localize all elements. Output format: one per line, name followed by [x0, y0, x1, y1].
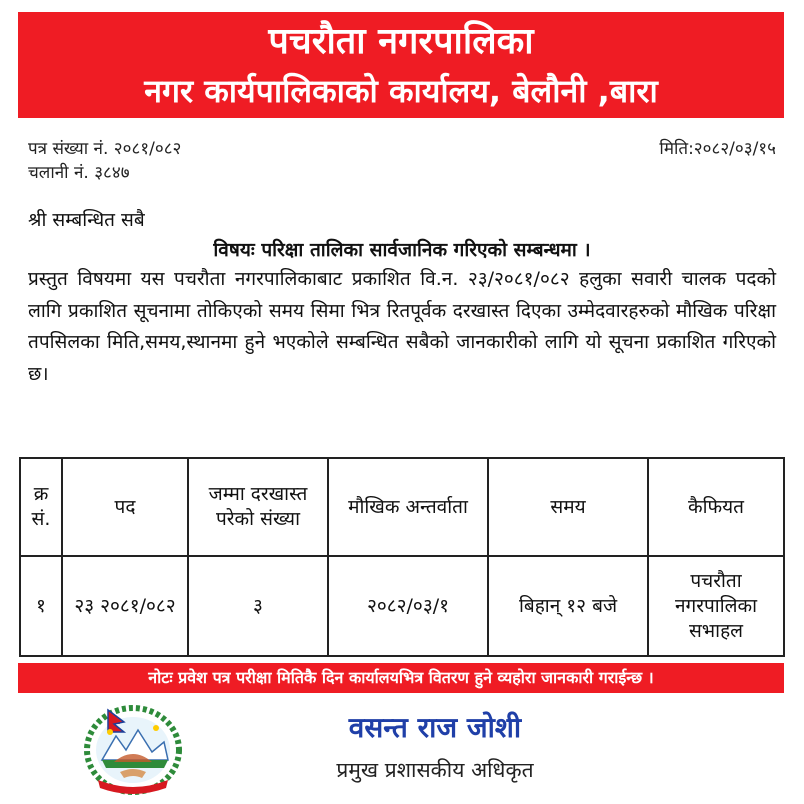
header-serial: क्र सं. [20, 458, 62, 556]
signatory-name: वसन्त राज जोशी [348, 711, 522, 744]
header-post: पद [62, 458, 188, 556]
letter-number: पत्र संख्या नं. २०८१/०८२ [28, 139, 182, 159]
letter-date: मिति:२०८२/०३/१५ [659, 139, 776, 159]
header-applications: जम्मा दरखास्त परेको संख्या [188, 458, 328, 556]
note-banner: नोटः प्रवेश पत्र परीक्षा मितिकै दिन कार्यालयभित्र वितरण हुने व्यहोरा जानकारी गराईन्छ । [18, 663, 784, 693]
office-subtitle: नगर कार्यपालिकाको कार्यालय, बेलौनी ,बारा [144, 72, 658, 110]
nepal-emblem-icon [80, 702, 186, 798]
header-remarks: कैफियत [648, 458, 784, 556]
cell-time: बिहान् १२ बजे [488, 556, 648, 656]
header-banner [18, 12, 784, 118]
municipality-title: पचरौता नगरपालिका [268, 21, 534, 62]
cell-remarks: पचरौता नगरपालिका सभाहल [648, 556, 784, 656]
schedule-table [19, 457, 785, 657]
signatory-title: प्रमुख प्रशासकीय अधिकृत [336, 758, 534, 782]
header-time: समय [488, 458, 648, 556]
table-header-row [20, 458, 784, 556]
salutation: श्री सम्बन्धित सबै [28, 209, 145, 231]
cell-post: २३ २०८१/०८२ [62, 556, 188, 656]
table-row [20, 556, 784, 656]
cell-interview-date: २०८२/०३/१ [328, 556, 488, 656]
header-interview: मौखिक अन्तर्वाता [328, 458, 488, 556]
cell-applications: ३ [188, 556, 328, 656]
letter-body: प्रस्तुत विषयमा यस पचरौता नगरपालिकाबाट प्रकाशित वि.न. २३/२०८१/०८२ हलुका सवारी चालक पदको लागि प्रकाशित सूचनामा तोकिएको समय सिमा भित्र रितपूर्वक दरखास्त दिएका उम्मेदवारहरुको मौखिक परिक्षा तपसिलका मिति,समय,स्थानमा हुने भएकोले सम्बन्धित सबैको जानकारीको लागि यो सूचना प्रकाशित गरिएको छ। [28, 268, 776, 385]
subject-line: विषयः परिक्षा तालिका सार्वजानिक गरिएको सम्बन्धमा । [213, 239, 591, 261]
dispatch-number: चलानी नं. ३८४७ [28, 163, 130, 183]
cell-serial: १ [20, 556, 62, 656]
